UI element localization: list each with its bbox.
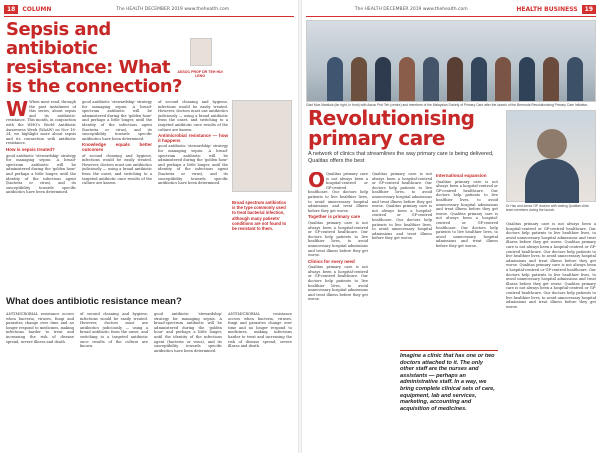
- header-rule: [306, 16, 596, 17]
- section-label: HEALTH BUSINESS: [516, 5, 578, 13]
- bottom-text-4: ANTIMICROBIAL resistance occurs when bacteria, viruses, fungi and parasites change over time and no longer respond to medicines, making infections harder to treat and increasing the risk of disease spread, severe illness and death.: [228, 312, 292, 349]
- headline: Revolutionising primary care: [308, 106, 475, 150]
- body-text-5: Qualitas primary care is not always been a hospital-centred or GP-centred healthcare. Our doctors help patients to live healthier lives, to avoid unnecessary hospital admissions and treat illness before they get worse.: [372, 204, 432, 241]
- bottom-column-2: [80, 312, 148, 448]
- subhead-knowledge: Knowledge equals better outcomes: [82, 142, 152, 152]
- body-text-11: Qualitas primary care is not always been a hospital-centred or GP-centred healthcare. Our doctors help patients to live healthier lives, to avoid unnecessary hospital admissions and treat illness before they get worse.: [506, 281, 596, 309]
- right-page: [302, 0, 600, 453]
- section-label: COLUMN: [22, 5, 52, 13]
- subhead-international: International expansion: [436, 173, 487, 178]
- masthead: The HEALTH DECEMBER 2019 www.thehealth.com: [116, 6, 230, 12]
- column-2: [372, 172, 432, 346]
- top-photo-caption: Glad Moe Manikuk (far right, in front) with Assoc Prof Teh (centre) and members of the Malaysian Society of Primary Care after the launch of the Bermuda Revolutionising Primary Care Initiative.: [306, 103, 588, 107]
- left-page: [0, 0, 298, 453]
- subhead-clinics: Clinics for every need: [308, 258, 355, 264]
- column-1: W When most read, through the past instalment of this series, about sepsis and its antibiotic-resistance. This month, in conjunction with the WHO's World Antibiotic Awareness Week (WAAW) on Nov 18-24, we highlight more about sepsis and its connection with antibiotic resistance. How is sepsis treated? good antibiotic 'stewardship' strategy for managing sepsis. A broad-spectrum antibiotic will be administered during the 'golden hour' and perhaps a little longer, until the identity of the infectious agent (bacteria or virus), and its susceptibility towards specific antibiotics have been determined.: [6, 100, 76, 195]
- body-text-8: Qualitas primary care is not always been a hospital-centred or GP-centred healthcare. Our doctors help patients to live healthier lives, to avoid unnecessary hospital admissions and treat illness before they get worse.: [506, 222, 596, 245]
- body-text: Qualitas primary care is not always been a hospital-centred or GP-centred healthcare. Our doctors help patients to live healthier lives, to avoid unnecessary hospital admissions and treat illness before they get worse.: [308, 172, 368, 213]
- column-3: [436, 172, 498, 346]
- page-number: 19: [582, 5, 596, 14]
- col3-body-b: good antibiotic 'stewardship' strategy for managing sepsis. A broad-spectrum antibiotic will be administered during the 'golden hour' and perhaps a little longer, until the identity of the infectious agent (bacteria or virus), and its susceptibility towards specific antibiotics have been determined.: [158, 144, 228, 186]
- intro-text: When most read, through the past instalment of this series, about sepsis and its antibiotic-resistance. This month, in conjunction with the WHO's World Antibiotic Awareness Week (WAAW) on Nov 18-24, we highlight more about sepsis and its connection with antibiotic resistance.: [6, 100, 76, 146]
- left-header: [4, 3, 294, 15]
- group-photo: [306, 20, 596, 102]
- body-text-3: Qualitas primary care is not always been a hospital-centred or GP-centred healthcare. Our doctors help patients to live healthier lives, to avoid unnecessary hospital admissions and treat illness before they get worse.: [308, 265, 368, 302]
- pull-quote: Broad spectrum antibiotics is the type commonly used to treat bacterial infection, although many patients' conditions are not found to be resistant to them.: [232, 200, 287, 232]
- column-4: [506, 222, 596, 448]
- page-number: 18: [4, 5, 18, 14]
- body-text-7: Qualitas primary care is not always been a hospital-centred or GP-centred healthcare. Our doctors help patients to live healthier lives, to avoid unnecessary hospital admissions and treat illness before they get worse.: [436, 211, 498, 248]
- doctor-photo: [232, 100, 292, 192]
- bottom-column-3: [154, 312, 222, 448]
- body-text-9: Qualitas primary care is not always been a hospital-centred or GP-centred healthcare. Our doctors help patients to live healthier lives, to avoid unnecessary hospital admissions and treat illness before they get worse.: [506, 240, 596, 268]
- author-name: ASSOC PROF DR TEH HUI LENG: [177, 70, 223, 78]
- column-1: O Qualitas primary care is not always been a hospital-centred or GP-centred healthcare. Our doctors help patients to live healthier lives, to avoid unnecessary hospital admissions and treat illness before they get worse. Together is primary care Qualitas primary care is not always been a hospital-centred or GP-centred healthcare. Our doctors help patients to live healthier lives, to avoid unnecessary hospital admissions and treat illness before they get worse. Clinics for every need Qualitas primary care is not always been a hospital-centred or GP-centred healthcare. Our doctors help patients to live healthier lives, to avoid unnecessary hospital admissions and treat illness before they get worse.: [308, 172, 368, 302]
- col1-body: good antibiotic 'stewardship' strategy for managing sepsis. A broad-spectrum antibiotic will be administered during the 'golden hour' and perhaps a little longer, until the identity of the infectious agent (bacteria or virus), and its susceptibility towards specific antibiotics have been determined.: [6, 153, 76, 195]
- author-photo: [190, 38, 212, 66]
- side-photo-caption: Dr Hsu and senior GP doctors with visiting Qualitas clinic team members during the launch.: [506, 204, 589, 212]
- bottom-text-2: of second cleaning and hygiene, infections would be easily treated. However, doctors must use antibiotics judiciously — using a broad antibiotic from the onset, and switching to a targeted antibiotic once results of the culture are known.: [80, 312, 148, 349]
- deck: A network of clinics that streamlines the way primary care is being delivered, Qualitas offers the best: [308, 151, 494, 164]
- masthead: The HEALTH DECEMBER 2019 www.thehealth.com: [354, 6, 468, 12]
- body-text-2: Qualitas primary care is not always been a hospital-centred or GP-centred healthcare. Our doctors help patients to live healthier lives, to avoid unnecessary hospital admissions and treat illness before they get worse.: [308, 220, 368, 258]
- doctor-photo: [506, 110, 596, 202]
- pull-quote: Imagine a clinic that has one or two doctors attached to it. The only other staff are the nurses and assistants — perhaps an administrative staff. In a way, we bring complete clinical sets of care, equipment, lab and services, marketing, accounting and acquisition of medicines.: [400, 350, 498, 412]
- col2-body-b: of second cleaning and hygiene, infections would be easily treated. However, doctors must use antibiotics judiciously — using a broad antibiotic from the onset, and switching to a targeted antibiotic once results of the culture are known.: [82, 153, 152, 186]
- body-text-6: Qualitas primary care is not always been a hospital-centred or GP-centred healthcare. Our doctors help patients to live healthier lives, to avoid unnecessary hospital admissions and treat illness before they get worse.: [436, 179, 498, 216]
- column-2: [82, 100, 152, 288]
- headline: Sepsis and antibiotic resistance: What is the connection?: [6, 19, 182, 97]
- bottom-text-3: good antibiotic 'stewardship' strategy for managing sepsis. A broad-spectrum antibiotic will be administered during the 'golden hour' and perhaps a little longer, until the identity of the infectious agent (bacteria or virus), and its susceptibility towards specific antibiotics have been determined.: [154, 312, 222, 353]
- body-text-4: Qualitas primary care is not always been a hospital-centred or GP-centred healthcare. Our doctors help patients to live healthier lives, to avoid unnecessary hospital admissions and treat illness before they get worse.: [372, 172, 432, 209]
- header-rule: [4, 16, 294, 17]
- subhead-connection: Antimicrobial resistance — how it happens: [158, 133, 228, 143]
- bottom-column-4: [228, 312, 292, 448]
- bottom-text: ANTIMICROBIAL resistance occurs when bacteria, viruses, fungi and parasites change over time and no longer respond to medicines, making infections harder to treat and increasing the risk of disease spread, severe illness and death.: [6, 312, 74, 344]
- bottom-column-1: [6, 312, 74, 448]
- column-3: [158, 100, 228, 288]
- subhead-how: How is sepsis treated?: [6, 146, 55, 152]
- col2-body: good antibiotic 'stewardship' strategy for managing sepsis. A broad-spectrum antibiotic will be administered during the 'golden hour' and perhaps a little longer, until the identity of the infectious agent (bacteria or virus), and its susceptibility towards specific antibiotics have been determined.: [82, 100, 152, 141]
- right-header: [306, 3, 596, 15]
- section-heading: What does antibiotic resistance mean?: [6, 296, 182, 307]
- col3-body: of second cleaning and hygiene, infections would be easily treated. However, doctors must use antibiotics judiciously — using a broad antibiotic from the onset, and switching to a targeted antibiotic once results of the culture are known.: [158, 100, 228, 132]
- body-text-10: Qualitas primary care is not always been a hospital-centred or GP-centred healthcare. Our doctors help patients to live healthier lives, to avoid unnecessary hospital admissions and treat illness before they get worse.: [506, 263, 596, 286]
- subhead-together: Together is primary care: [308, 214, 361, 220]
